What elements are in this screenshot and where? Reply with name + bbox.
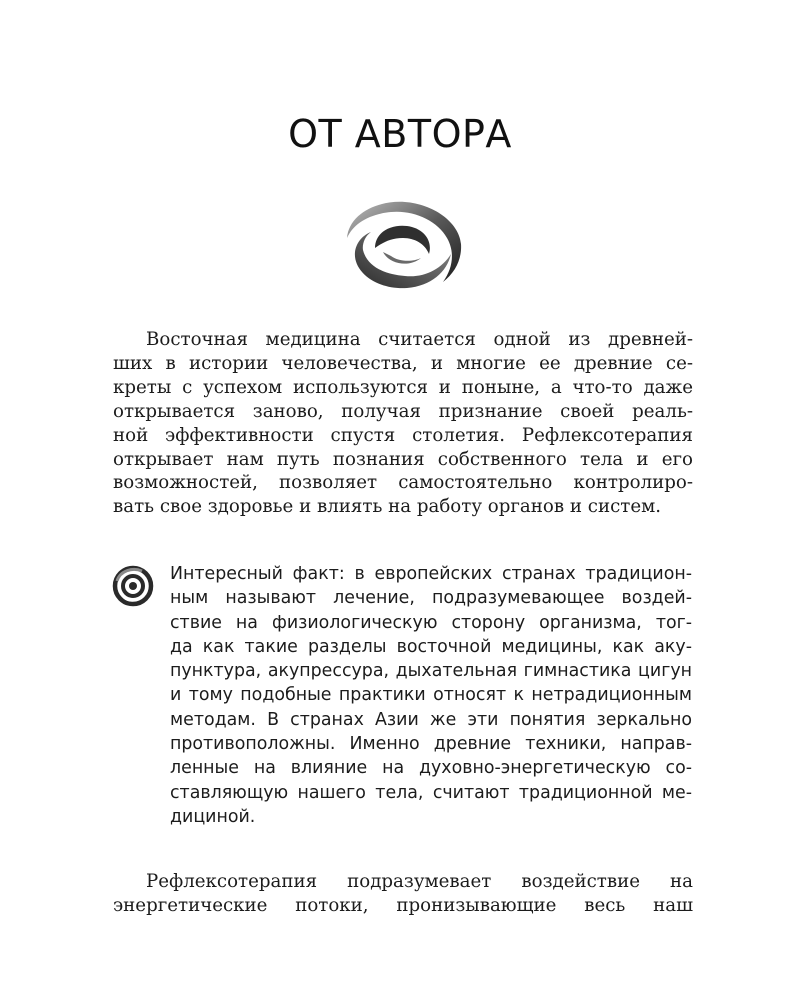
interesting-fact-block <box>170 562 692 829</box>
spiral-bullet-icon <box>112 565 154 607</box>
paragraph-line: открывается заново, получая признание своей реаль- <box>113 400 693 422</box>
fact-line: методам. В странах Азии же эти понятия зеркально <box>170 709 692 730</box>
fact-line: да как такие разделы восточной медицины, как аку- <box>170 636 692 657</box>
fact-line: Интересный факт: в европейских странах традицион- <box>170 564 692 584</box>
reflexotherapy-paragraph <box>113 870 693 918</box>
paragraph-line: Восточная медицина считается одной из древней- <box>146 329 693 350</box>
fact-line: ствие на физиологическую сторону организма, тог- <box>170 612 692 633</box>
paragraph-line: энергетические потоки, пронизывающие весь наш <box>113 894 693 916</box>
chapter-title: ОТ АВТОРА <box>288 112 512 156</box>
paragraph-line: Рефлексотерапия подразумевает воздействие на <box>146 871 693 892</box>
fact-line: пунктура, акупрессура, дыхательная гимнастика цигун <box>170 661 692 682</box>
spiral-ornament-icon <box>335 192 469 296</box>
fact-line: дициной. <box>170 806 256 827</box>
paragraph-line: креты с успехом используются и поныне, а что-то даже <box>113 376 693 398</box>
fact-line: ным называют лечение, подразумевающее воздей- <box>170 588 692 609</box>
intro-paragraph <box>113 328 693 519</box>
paragraph-line: вать свое здоровье и влиять на работу органов и систем. <box>113 496 662 518</box>
paragraph-line: ной эффективности спустя столетия. Рефлексотерапия <box>113 424 693 446</box>
fact-line: противоположны. Именно древние техники, направ- <box>170 734 692 755</box>
fact-line: ленные на влияние на духовно-энергетическую со- <box>170 758 692 779</box>
fact-line: и тому подобные практики относят к нетрадиционным <box>170 685 692 706</box>
paragraph-line: возможностей, позволяет самостоятельно контролиро- <box>113 472 693 494</box>
fact-line: ставляющую нашего тела, считают традиционной ме- <box>170 782 692 803</box>
paragraph-line: открывает нам путь познания собственного тела и его <box>113 448 693 470</box>
paragraph-line: ших в истории человечества, и многие ее древние се- <box>113 352 693 374</box>
